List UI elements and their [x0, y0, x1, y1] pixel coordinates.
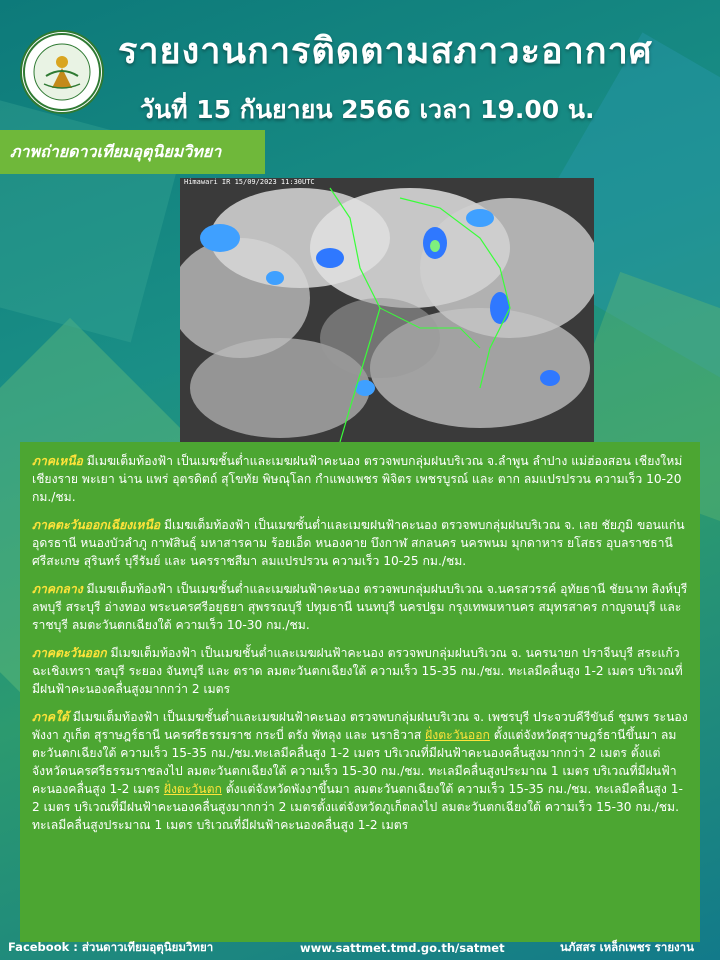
- region-central-text: มีเมฆเต็มท้องฟ้า เป็นเมฆชั้นต่ำและเมฆฝนฟ้าคะนอง ตรวจพบกลุ่มฝนบริเวณ จ.นครสวรรค์ อุทัยธานี ชัยนาท สิงห์บุรี ลพบุรี สระบุรี อ่างทอง พระนครศรีอยุธยา สุพรรณบุรี ปทุมธานี นนทบุรี นครปฐม กรุงเทพมหานคร สมุทรสาคร กาญจนบุรี และ ราชบุรี ลมตะวันตกเฉียงใต้ ความเร็ว 10-30 กม./ชม.: [32, 582, 688, 632]
- region-south-text-2: ตั้งแต่จังหวัดสุราษฎร์ธานีขึ้นมา ลมตะวันตกเฉียงใต้ ความเร็ว 15-35 กม./ชม.ทะเลมีคลื่นสูง 1-2 เมตร บริเวณที่มีฝนฟ้าคะนองคลื่นสูงมากกว่า 2 เมตร ตั้งแต่จังหวัดนครศรีธรรมราชลงไป ลมตะวันตกเฉียงใต้ ความเร็ว 15-30 กม./ชม. ทะเลมีคลื่นสูงประมาณ 1 เมตร บริเวณที่มีฝนฟ้าคะนองคลื่นสูง 1-2 เมตร: [32, 728, 677, 796]
- region-northeast-label: ภาคตะวันออกเฉียงเหนือ: [32, 518, 161, 532]
- region-east-text: มีเมฆเต็มท้องฟ้า เป็นเมฆชั้นต่ำและเมฆฝนฟ้าคะนอง ตรวจพบกลุ่มฝนบริเวณ จ. นครนายก ปราจีนบุรี สระแก้ว ฉะเชิงเทรา ชลบุรี ระยอง จันทบุรี และ ตราด ลมตะวันตกเฉียงใต้ ความเร็ว 15-35 กม./ชม. ทะเลมีคลื่นสูง 1-2 เมตร บริเวณที่มีฝนฟ้าคะนองคลื่นสูงมากกว่า 2 เมตร: [32, 646, 683, 696]
- region-north-text: มีเมฆเต็มท้องฟ้า เป็นเมฆชั้นต่ำและเมฆฝนฟ้าคะนอง ตรวจพบกลุ่มฝนบริเวณ จ.ลำพูน ลำปาง แม่ฮ่องสอน เชียงใหม่ เชียงราย พะเยา น่าน แพร่ อุตรดิตถ์ สุโขทัย พิษณุโลก กำแพงเพชร พิจิตร เพชรบูรณ์ และ ตาก ลมแปรปรวน ความเร็ว 10-20 กม./ชม.: [32, 454, 683, 504]
- report-northeast: [32, 516, 688, 570]
- report-datetime: วันที่ 15 กันยายน 2566 เวลา 19.00 น.: [140, 95, 595, 124]
- region-south-label: ภาคใต้: [32, 710, 69, 724]
- region-north-label: ภาคเหนือ: [32, 454, 83, 468]
- report-east: [32, 644, 688, 698]
- region-central-label: ภาคกลาง: [32, 582, 83, 596]
- region-east-label: ภาคตะวันออก: [32, 646, 107, 660]
- page-title: รายงานการติดตามสภาวะอากาศ: [118, 31, 653, 72]
- report-south: [32, 708, 688, 834]
- section-tag: ภาพถ่ายดาวเทียมอุตุนิยมวิทยา: [0, 130, 265, 174]
- south-east-coast-label: ฝั่งตะวันออก: [425, 728, 490, 742]
- south-west-coast-label: ฝั่งตะวันตก: [163, 782, 222, 796]
- region-south-text-3: ตั้งแต่จังหวัดพังงาขึ้นมา ลมตะวันตกเฉียงใต้ ความเร็ว 15-35 กม./ชม. ทะเลมีคลื่นสูง 1-2 เมตร บริเวณที่มีฝนฟ้าคะนองคลื่นสูงมากกว่า 2 เมตรตั้งแต่จังหวัดภูเก็ตลงไป ลมตะวันตกเฉียงใต้ ความเร็ว 15-30 กม./ชม. ทะเลมีคลื่นสูงประมาณ 1 เมตร บริเวณที่มีฝนฟ้าคะนองคลื่นสูง 1-2 เมตร: [32, 782, 683, 832]
- tmd-logo: [20, 30, 104, 114]
- reporter-name: นภัสสร เหล็กเพชร รายงาน: [560, 940, 694, 954]
- report-central: [32, 580, 688, 634]
- satellite-image: [180, 178, 594, 442]
- facebook-label: Facebook : ส่วนดาวเทียมอุตุนิยมวิทยา: [8, 940, 214, 954]
- weather-report: [20, 442, 700, 942]
- footer: [0, 936, 720, 960]
- region-south-text-1: มีเมฆเต็มท้องฟ้า เป็นเมฆชั้นต่ำและเมฆฝนฟ้าคะนอง ตรวจพบกลุ่มฝนบริเวณ จ. เพชรบุรี ประจวบคีรีขันธ์ ชุมพร ระนอง พังงา ภูเก็ต สุราษฎร์ธานี นครศรีธรรมราช กระบี่ ตรัง พัทลุง และ นราธิวาส: [32, 710, 688, 742]
- website-link[interactable]: www.sattmet.tmd.go.th/satmet: [300, 941, 505, 955]
- region-northeast-text: มีเมฆเต็มท้องฟ้า เป็นเมฆชั้นต่ำและเมฆฝนฟ้าคะนอง ตรวจพบกลุ่มฝนบริเวณ จ. เลย ชัยภูมิ ขอนแก่น อุดรธานี หนองบัวลำภู กาฬสินธุ์ มหาสารคาม ร้อยเอ็ด หนองคาย บึงกาฬ สกลนคร นครพนม มุกดาหาร ยโสธร อุบลราชธานี ศรีสะเกษ สุรินทร์ บุรีรัมย์ และ นครราชสีมา ลมแปรปรวน ความเร็ว 10-25 กม./ชม.: [32, 518, 685, 568]
- report-north: [32, 452, 688, 506]
- satellite-timestamp: Himawari IR 15/09/2023 11:30UTC: [184, 178, 315, 186]
